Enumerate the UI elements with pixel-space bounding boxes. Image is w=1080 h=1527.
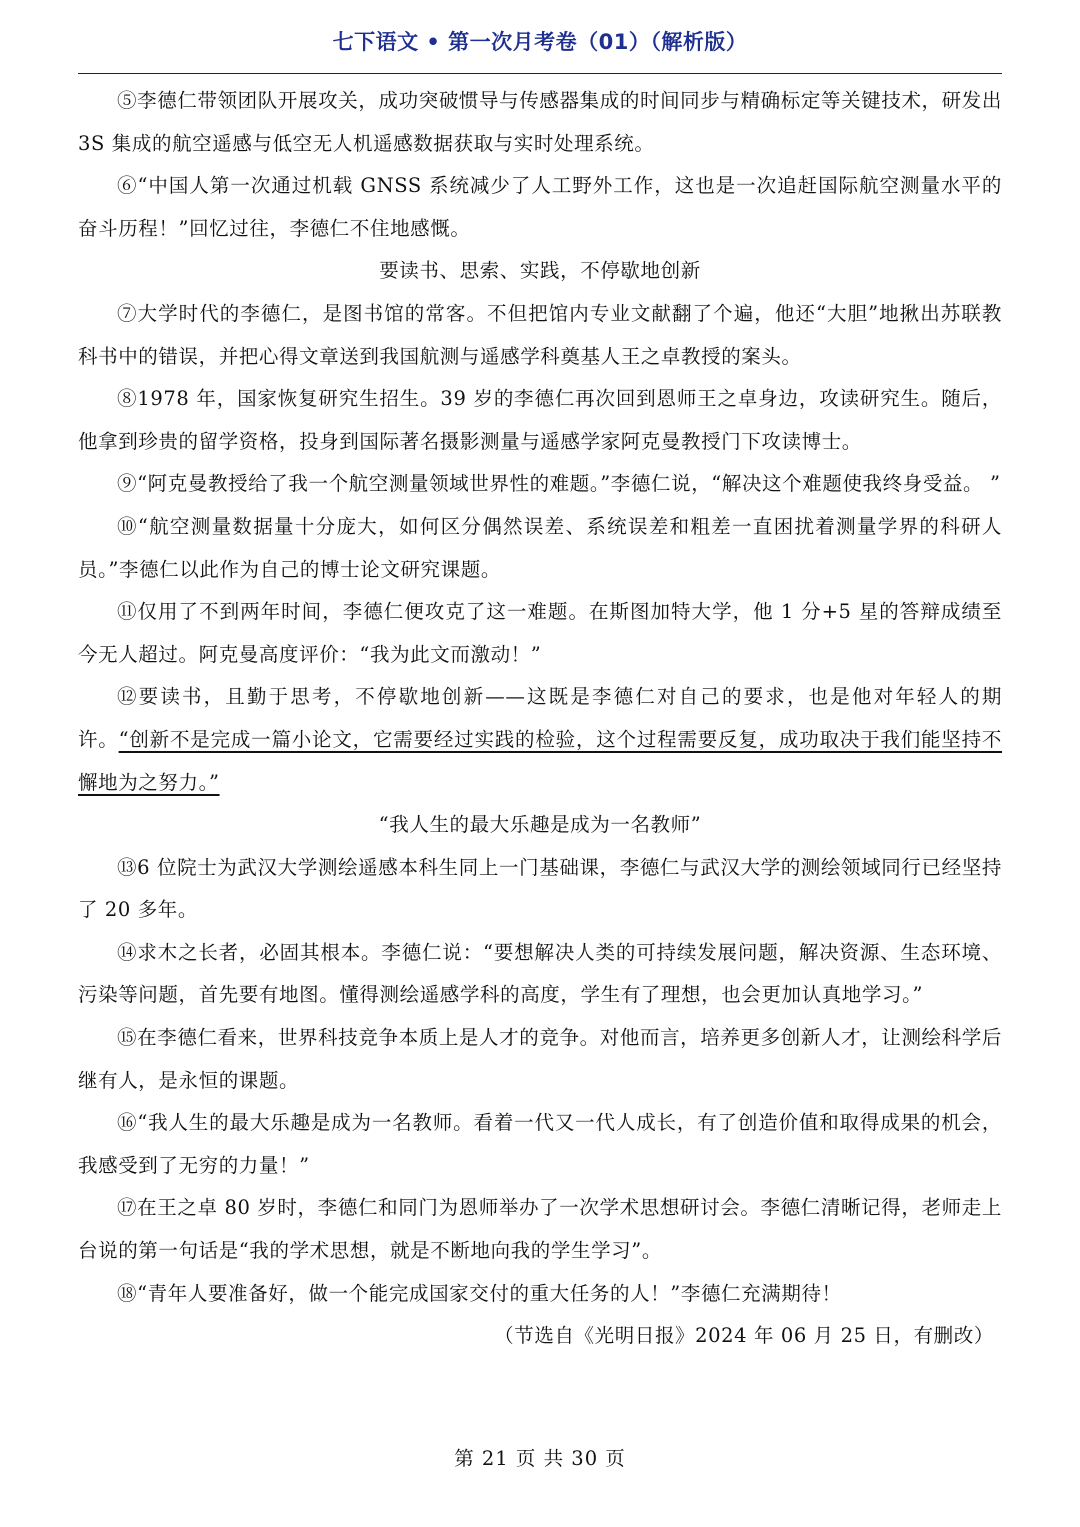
paragraph-18: ⑱“青年人要准备好，做一个能完成国家交付的重大任务的人！”李德仁充满期待！ xyxy=(117,1281,842,1305)
paragraph-16: ⑯“我人生的最大乐趣是成为一名教师。看着一代又一代人成长，有了创造价值和取得成果的机会，我感受到了无穷的力量！” xyxy=(78,1111,1002,1177)
section-subheading-1: 要读书、思索、实践，不停歇地创新 xyxy=(379,259,701,283)
paragraph-12 xyxy=(78,676,1002,804)
paragraph-11: ⑪仅用了不到两年时间，李德仁便攻克了这一难题。在斯图加特大学，他 1 分+5 星的答辩成绩至今无人超过。阿克曼高度评价：“我为此文而激动！” xyxy=(78,600,1002,666)
paragraph-6: ⑥“中国人第一次通过机载 GNSS 系统减少了人工野外工作，这也是一次追赶国际航空测量水平的奋斗历程！”回忆过往，李德仁不住地感慨。 xyxy=(78,174,1002,240)
section-subheading-2: “我人生的最大乐趣是成为一名教师” xyxy=(378,813,702,837)
paragraph-12-underlined-quote: “创新不是完成一篇小论文，它需要经过实践的检验，这个过程需要反复，成功取决于我们能坚持不懈地为之努力。” xyxy=(78,727,1003,794)
paragraph-13: ⑬6 位院士为武汉大学测绘遥感本科生同上一门基础课，李德仁与武汉大学的测绘领域同行已经坚持了 20 多年。 xyxy=(78,855,1002,922)
paragraph-9: ⑨“阿克曼教授给了我一个航空测量领域世界性的难题。”李德仁说，“解决这个难题使我终身受益。 ” xyxy=(117,472,1001,496)
paragraph-14: ⑭求木之长者，必固其根本。李德仁说：“要想解决人类的可持续发展问题，解决资源、生态环境、污染等问题，首先要有地图。懂得测绘遥感学科的高度，学生有了理想，也会更加认真地学习。” xyxy=(78,940,1002,1007)
page-header-title: 七下语文 • 第一次月考卷（01）（解析版） xyxy=(332,30,748,54)
paragraph-7: ⑦大学时代的李德仁，是图书馆的常客。不但把馆内专业文献翻了个遍，他还“大胆”地揪出苏联教科书中的错误，并把心得文章送到我国航测与遥感学科奠基人王之卓教授的案头。 xyxy=(78,301,1002,368)
paragraph-8: ⑧1978 年，国家恢复研究生招生。39 岁的李德仁再次回到恩师王之卓身边，攻读研究生。随后，他拿到珍贵的留学资格，投身到国际著名摄影测量与遥感学家阿克曼教授门下攻读博士。 xyxy=(78,387,1002,453)
page-number: 第 21 页 共 30 页 xyxy=(454,1447,626,1470)
header-divider xyxy=(78,73,1002,74)
paragraph-12-text: ⑫要读书，且勤于思考，不停歇地创新——这既是李德仁对自己的要求，也是他对年轻人的期许。 xyxy=(78,685,1002,751)
paragraph-5: ⑤李德仁带领团队开展攻关，成功突破惯导与传感器集成的时间同步与精确标定等关键技术，研发出 3S 集成的航空遥感与低空无人机遥感数据获取与实时处理系统。 xyxy=(78,89,1002,155)
paragraph-10: ⑩“航空测量数据量十分庞大，如何区分偶然误差、系统误差和粗差一直困扰着测量学界的科研人员。”李德仁以此作为自己的博士论文研究课题。 xyxy=(78,514,1002,581)
source-citation: （节选自《光明日报》2024 年 06 月 25 日，有删改） xyxy=(494,1324,994,1348)
paragraph-15: ⑮在李德仁看来，世界科技竞争本质上是人才的竞争。对他而言，培养更多创新人才，让测绘科学后继有人，是永恒的课题。 xyxy=(78,1026,1002,1092)
article-body xyxy=(78,80,1002,1358)
paragraph-17: ⑰在王之卓 80 岁时，李德仁和同门为恩师举办了一次学术思想研讨会。李德仁清晰记得，老师走上台说的第一句话是“我的学术思想，就是不断地向我的学生学习”。 xyxy=(78,1196,1002,1263)
